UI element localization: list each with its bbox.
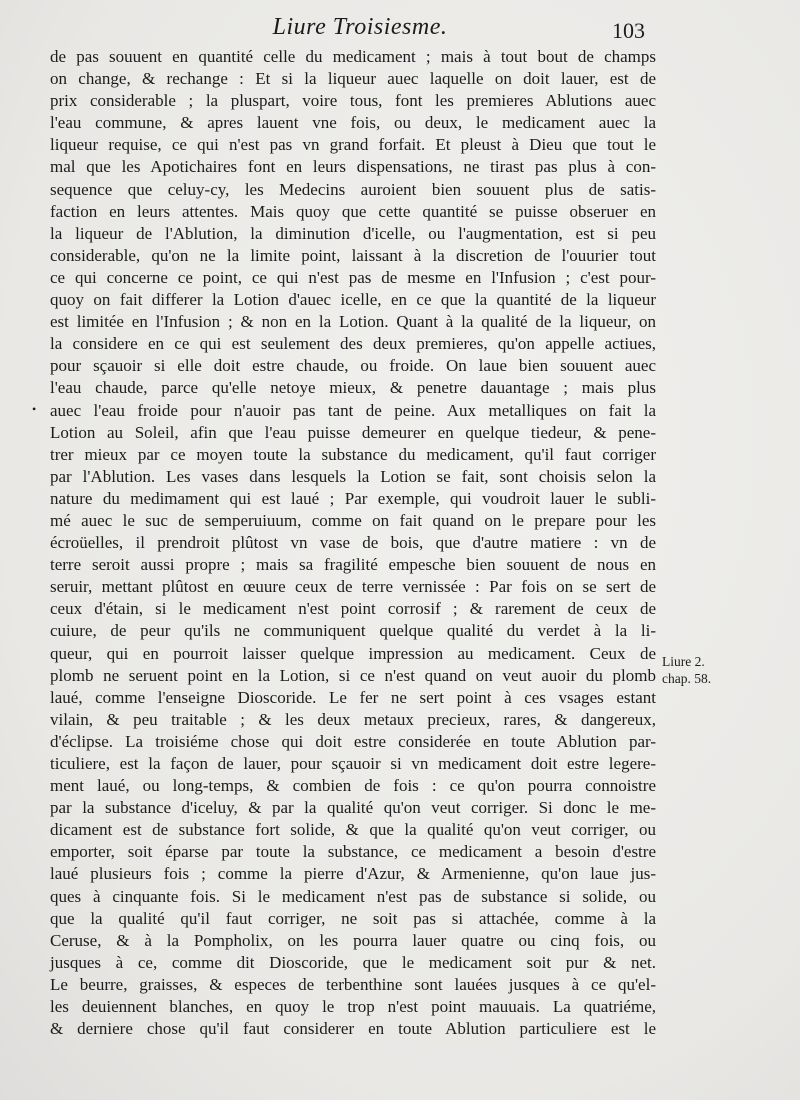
text-line: quoy on fait differer la Lotion d'auec icelle, en ce que la quantité de la liqueur (50, 290, 656, 310)
text-line: & derniere chose qu'il faut considerer en toute Ablution particuliere est le (50, 1019, 656, 1039)
text-line: queur, qui en pourroit laisser quelque impression au medicament. Ceux de (50, 643, 656, 663)
text-line: mé auec le suc de semperuiuum, comme on fait quand on le prepare pour les (50, 510, 656, 530)
text-line: Ceruse, & à la Pompholix, on les pourra lauer quatre ou cinq fois, ou (50, 930, 656, 950)
text-line: la considere en ce qui est seulement des deux premieres, qu'on appelle actiues, (50, 334, 656, 354)
text-line: mal que les Apotichaires font en leurs dispensations, ne tirast pas plus à con- (50, 157, 656, 177)
text-line: ce qui concerne ce point, ce qui n'est pas de mesme en l'Infusion ; c'est pour- (50, 267, 656, 287)
text-line: laué, comme l'enseigne Dioscoride. Le fer ne sert point à ces vsages estant (50, 687, 656, 707)
text-line: laué plusieurs fois ; comme la pierre d'Azur, & Armenienne, qu'on laue jus- (50, 864, 656, 884)
text-line: sequence que celuy-cy, les Medecins auroient bien souuent plus de satis- (50, 179, 656, 199)
text-line: ment laué, ou long-temps, & combien de fois : ce qu'on pourra connoistre (50, 776, 656, 796)
text-line: faction en leurs attentes. Mais quoy que cette quantité se puisse obseruer en (50, 201, 656, 221)
text-line: de pas souuent en quantité celle du medicament ; mais à tout bout de champs (50, 47, 656, 66)
text-line: pour sçauoir si elle doit estre chaude, ou froide. On laue bien souuent auec (50, 356, 656, 376)
text-line: la liqueur de l'Ablution, la diminution d'icelle, ou l'augmentation, est si peu (50, 223, 656, 243)
margin-bullet-mark: • (32, 402, 37, 416)
text-line: par l'Ablution. Les vases dans lesquels la Lotion se fait, sont choisis selon la (50, 466, 656, 486)
text-line: auec l'eau froide pour n'auoir pas tant de peine. Aux metalliques on fait la (50, 400, 656, 420)
text-line: Le beurre, graisses, & especes de terbenthine sont lauées jusques à ce qu'el- (50, 974, 656, 994)
text-line: est limitée en l'Infusion ; & non en la Lotion. Quant à la qualité de la liqueur, on (50, 312, 656, 332)
text-line: prix considerable ; la pluspart, voire tous, font les premieres Ablutions auec (50, 91, 656, 111)
text-line: Lotion au Soleil, afin que l'eau puisse demeurer en quelque tiedeur, & pene- (50, 422, 656, 442)
text-line: terre seroit aussi propre ; mais sa fragilité empesche bien souuent de nous en (50, 555, 656, 575)
text-line: l'eau commune, & apres lauent vne fois, ou deux, le medicament auec la (50, 113, 656, 133)
margin-note-line-1: Liure 2. (662, 654, 705, 669)
text-line: ceux d'étain, si le medicament n'est point corrosif ; & rarement de ceux de (50, 599, 656, 619)
text-line: l'eau chaude, parce qu'elle netoye mieux, & penetre dauantage ; mais plus (50, 378, 656, 398)
text-line: jusques à ce, comme dit Dioscoride, que le medicament soit pur & net. (50, 952, 656, 972)
text-line: cuiure, de peur qu'ils ne communiquent quelque qualité du verdet à la li- (50, 621, 656, 641)
text-line: dicament est de substance fort solide, & que la qualité qu'on veut corriger, ou (50, 820, 656, 840)
text-line: trer mieux par ce moyen toute la substance du medicament, qu'il faut corriger (50, 444, 656, 464)
margin-note-line-2: chap. 58. (662, 671, 712, 686)
margin-note (662, 653, 711, 687)
text-line: liqueur requise, ce qui n'est pas vn grand forfait. Et pleust à Dieu que tout le (50, 135, 656, 155)
text-line: vilain, & peu traitable ; & les deux metaux precieux, rares, & dangereux, (50, 709, 656, 729)
running-head-title: Liure Troisiesme. (272, 14, 448, 40)
text-line: emporter, soit éparse par toute la substance, ce medicament a besoin d'estre (50, 842, 656, 862)
text-line: par la substance d'iceluy, & par la qualité qu'on veut corriger. Si donc le me- (50, 798, 656, 818)
text-line: on change, & rechange : Et si la liqueur auec laquelle on doit lauer, est de (50, 69, 656, 89)
text-line: seruir, mettant plûtost en œuure ceux de terre vernissée : Par fois on se sert de (50, 577, 656, 597)
text-line: ticuliere, est la façon de lauer, pour sçauoir si vn medicament doit estre legere- (50, 754, 656, 773)
text-line: considerable, qu'on ne la limite point, laissant à la discretion de l'ouurier tout (50, 245, 656, 265)
text-line: écroüelles, il prendroit plûtost vn vase de bois, que d'autre matiere : vn de (50, 533, 656, 553)
text-line: les deuiennent blanches, en quoy le trop n'est point mauuais. La quatriéme, (50, 997, 656, 1017)
text-line: plomb ne seruent point en la Lotion, si ce n'est quand on veut auoir du plomb (50, 665, 656, 685)
text-line: ques à cinquante fois. Si le medicament n'est pas de substance si solide, ou (50, 886, 656, 906)
page-number: 103 (612, 18, 645, 43)
text-line: d'éclipse. La troisiéme chose qui doit estre considerée en toute Ablution par- (50, 731, 656, 751)
body-text (50, 46, 656, 1040)
text-line: nature du medimament qui est laué ; Par exemple, qui voudroit lauer le subli- (50, 488, 656, 508)
text-line: que la qualité qu'il faut corriger, ne soit pas si attachée, comme à la (50, 908, 656, 928)
